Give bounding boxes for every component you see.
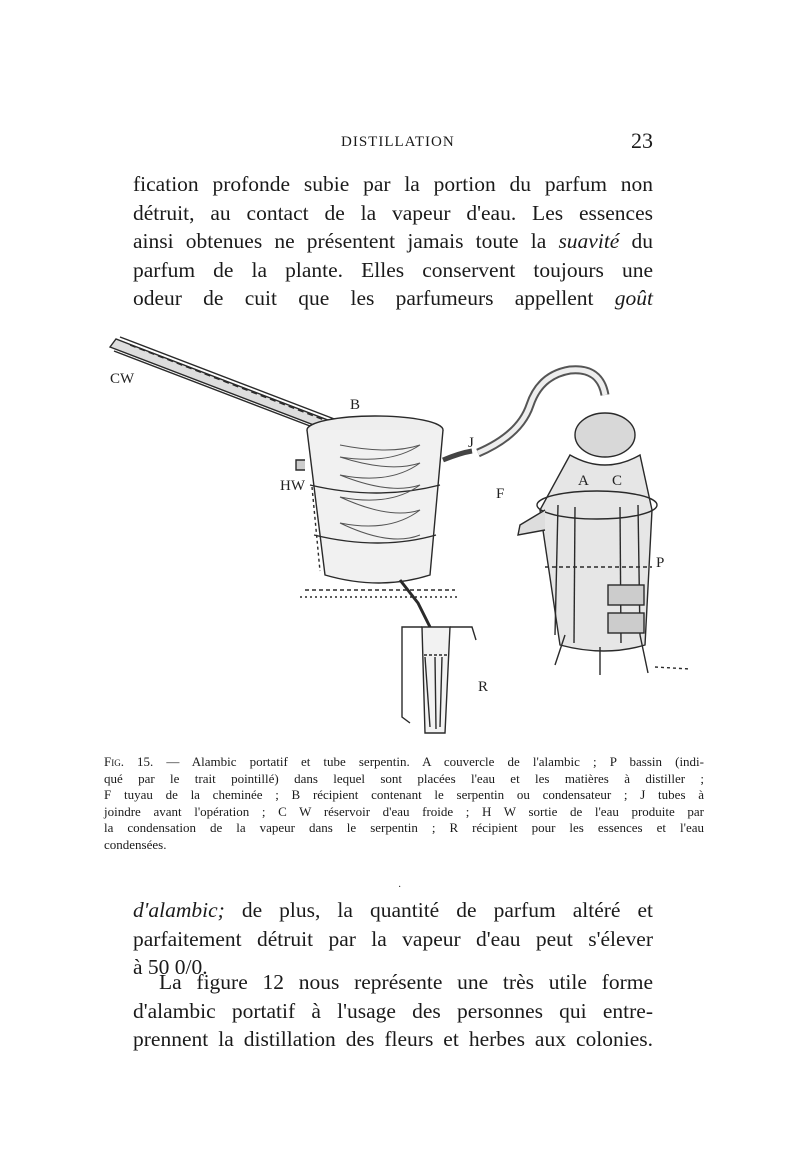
caption-line-1-text: — Alambic portatif et tube serpentin. A couvercle de l'alambic ; P bassin (indi-	[153, 754, 704, 769]
caption-line-1	[104, 754, 704, 771]
alembic-engraving	[100, 335, 700, 745]
line-3-text: ainsi obtenues ne présentent jamais toute la	[133, 229, 559, 253]
paragraph-1-line-5	[133, 284, 653, 313]
paragraph-3	[133, 968, 653, 1054]
paragraph-2-line-2: parfaitement détruit par la vapeur d'eau peut s'élever	[133, 926, 653, 951]
printer-mark: ·	[398, 882, 402, 893]
paragraph-2-line-1-text: de plus, la quantité de parfum altéré et	[224, 898, 653, 922]
paragraph-3-line-2: d'alambic portatif à l'usage des personnes qui entre-	[133, 998, 653, 1023]
line-5-text: odeur de cuit que les parfumeurs appellent	[133, 286, 615, 310]
caption-line-2: qué par le trait pointillé) dans lequel sont placées l'eau et les matières à distiller ;	[104, 770, 704, 786]
label-c: C	[612, 473, 623, 489]
label-a: A	[578, 473, 589, 489]
label-j: J	[468, 435, 474, 451]
caption-line-5: la condensation de la vapeur dans le serpentin ; R récipient pour les essences et l'eau	[104, 820, 704, 835]
italic-suavite: suavité	[558, 229, 620, 253]
caption-lead: Fig. 15.	[104, 754, 154, 769]
paragraph-2-line-1	[133, 896, 653, 925]
running-head	[133, 128, 653, 158]
still-body-icon	[518, 413, 690, 675]
label-hw: HW	[280, 478, 305, 494]
label-f: F	[496, 486, 505, 502]
label-p: P	[656, 555, 665, 571]
paragraph-2-line-3: à 50 0/0.	[133, 955, 208, 979]
paragraph-1-line-2: détruit, au contact de la vapeur d'eau. Les essences	[133, 200, 653, 225]
paragraph-3-line-1: La figure 12 nous représente une très utile forme	[159, 970, 653, 994]
caption-line-4: joindre avant l'opération ; C W réservoir d'eau froide ; H W sortie de l'eau produite par	[104, 803, 704, 819]
figure-alembic-illustration	[100, 335, 700, 745]
caption-line-6: condensées.	[104, 836, 167, 852]
receiver-vessel-icon	[400, 580, 476, 733]
running-head-title: DISTILLATION	[341, 134, 455, 150]
italic-gout: goût	[614, 286, 653, 310]
italic-dalambic: d'alambic;	[133, 898, 225, 922]
label-r: R	[478, 679, 489, 695]
page-number: 23	[631, 128, 653, 153]
condenser-bucket-icon	[296, 416, 460, 597]
label-cw: CW	[110, 371, 135, 387]
figure-caption	[104, 754, 704, 853]
paragraph-1-line-3	[133, 227, 653, 256]
line-3-tail: du	[619, 229, 654, 253]
paragraph-1-line-4: parfum de la plante. Elles conservent toujours une	[133, 257, 653, 282]
paragraph-1	[133, 170, 653, 313]
paragraph-3-line-3: prennent la distillation des fleurs et herbes aux colonies.	[133, 1027, 653, 1051]
caption-line-3: F tuyau de la cheminée ; B récipient contenant le serpentin ou condensateur ; J tubes à	[104, 787, 704, 802]
paragraph-1-line-1: fication profonde subie par la portion du parfum non	[133, 172, 653, 196]
label-b: B	[350, 397, 361, 413]
